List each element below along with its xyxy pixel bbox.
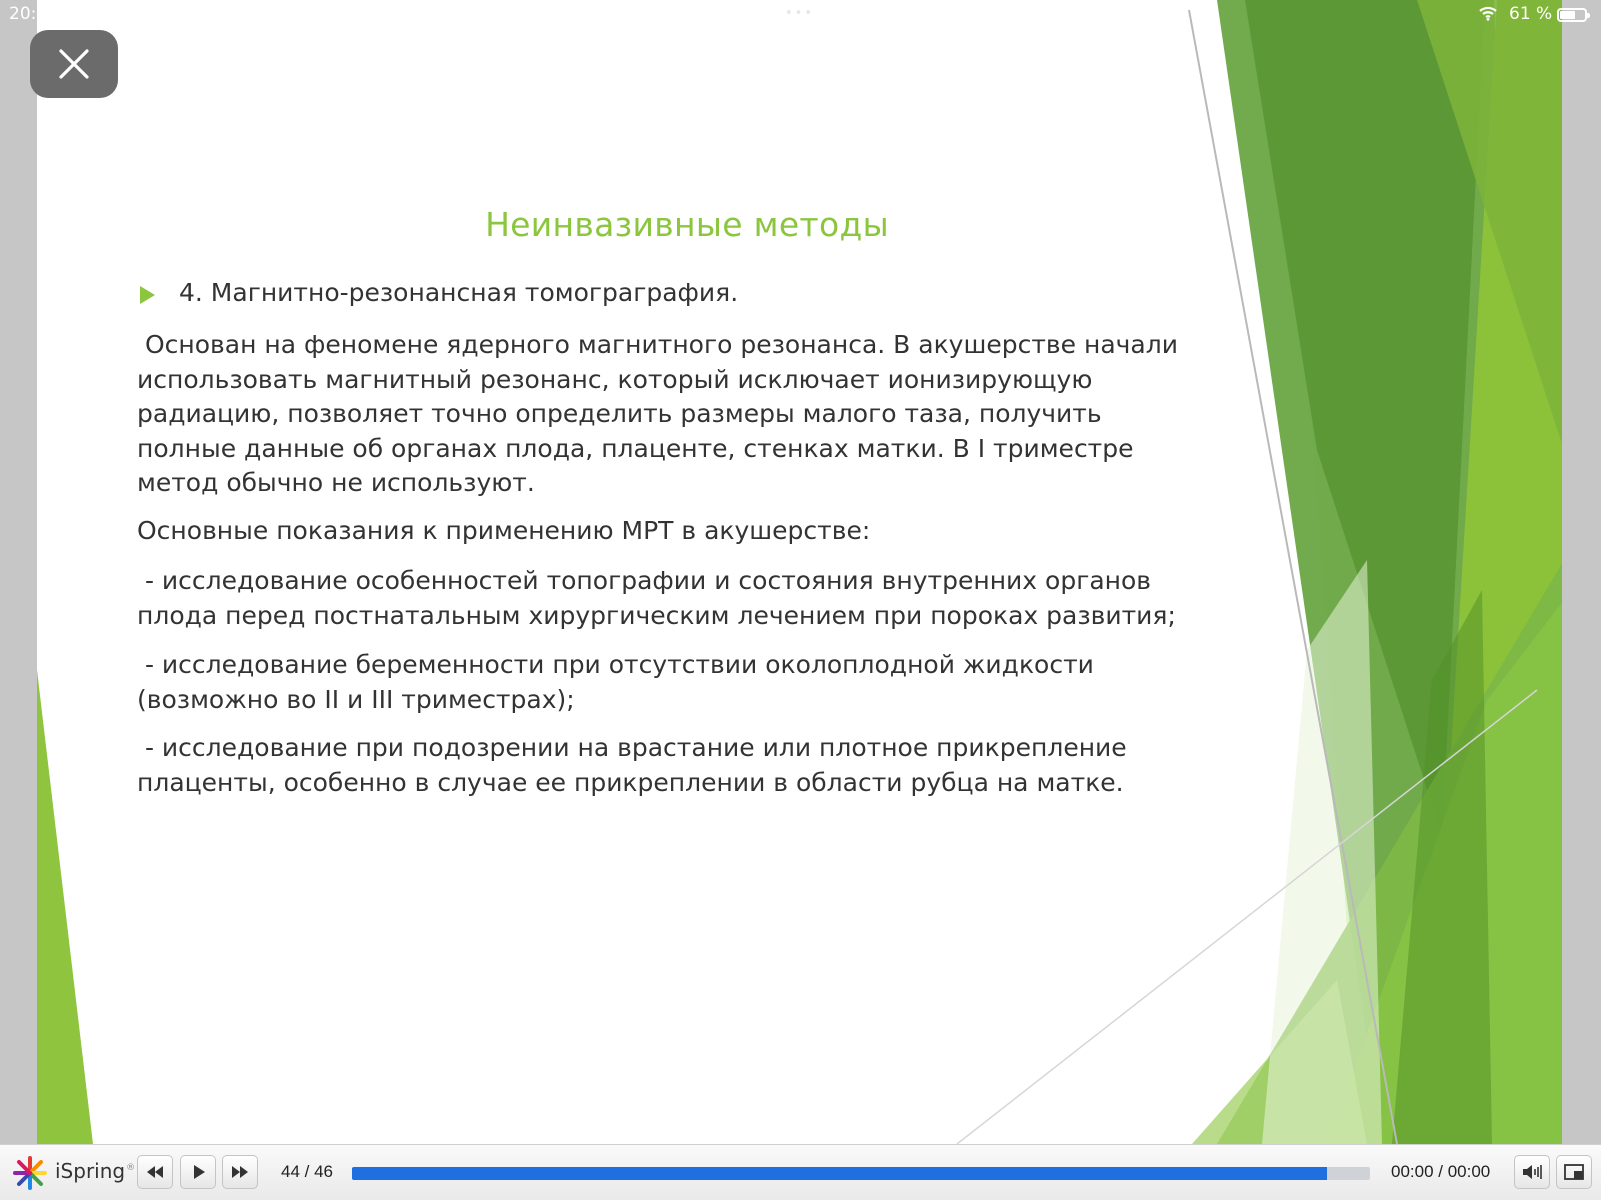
slide-canvas — [37, 0, 1562, 1144]
text-line: плаценты, особенно в случае ее прикреплении в области рубца на матке. — [137, 767, 1124, 797]
next-slide-button[interactable] — [222, 1155, 258, 1189]
ispring-logo-icon — [12, 1155, 48, 1191]
playback-time: 00:00 / 00:00 — [1391, 1162, 1491, 1181]
paragraph-description — [137, 328, 1282, 501]
bullet-arrow-icon — [140, 286, 155, 304]
previous-slide-button[interactable] — [137, 1155, 173, 1189]
bullet-heading: 4. Магнитно-резонансная томограграфия. — [179, 278, 739, 307]
text-line: - исследование при подозрении на врастание или плотное прикрепление — [137, 733, 1127, 762]
text-line: (возможно во II и III триместрах); — [137, 684, 575, 714]
battery-percent: 61 % — [1509, 4, 1553, 24]
progress-bar[interactable] — [352, 1167, 1370, 1180]
text-line: использовать магнитный резонанс, который исключает ионизирующую — [137, 364, 1093, 394]
brand-name — [55, 1159, 135, 1183]
text-line: радиацию, позволяет точно определить размеры малого таза, получить — [137, 399, 1102, 428]
wifi-icon — [1478, 5, 1498, 26]
fast-forward-icon — [223, 1156, 257, 1188]
play-icon — [181, 1156, 215, 1188]
indication-item-2 — [137, 648, 1282, 717]
text-line: плода перед постнатальным хирургическим лечением при пороках развития; — [137, 600, 1176, 630]
rewind-icon — [138, 1156, 172, 1188]
status-time: 20: — [9, 4, 37, 24]
volume-icon — [1515, 1156, 1549, 1188]
progress-fill — [352, 1167, 1327, 1180]
paragraph-indications-heading: Основные показания к применению МРТ в акушерстве: — [137, 516, 871, 545]
play-button[interactable] — [180, 1155, 216, 1189]
close-button[interactable] — [30, 30, 118, 98]
text-line: Основан на феномене ядерного магнитного резонанса. В акушерстве начали — [137, 330, 1178, 359]
text-line: метод обычно не используют. — [137, 468, 535, 497]
battery-icon — [1557, 8, 1587, 22]
volume-button[interactable] — [1514, 1155, 1550, 1189]
brand-mark: ® — [126, 1163, 136, 1174]
fullscreen-icon — [1557, 1156, 1591, 1188]
text-line: - исследование особенностей топографии и состояния внутренних органов — [137, 566, 1152, 595]
text-line: - исследование беременности при отсутствии околоплодной жидкости — [137, 650, 1094, 679]
status-bar — [0, 0, 1601, 30]
slide-counter: 44 / 46 — [281, 1162, 333, 1181]
player-toolbar — [0, 1144, 1601, 1200]
multitask-dots: ••• — [785, 6, 815, 21]
close-icon — [58, 48, 90, 80]
fullscreen-button[interactable] — [1556, 1155, 1592, 1189]
indication-item-1 — [137, 564, 1282, 633]
slide-title: Неинвазивные методы — [485, 205, 889, 244]
text-line: полные данные об органах плода, плаценте, стенках матки. В I триместре — [137, 433, 1134, 463]
brand-label: iSpring — [55, 1159, 126, 1183]
indication-item-3 — [137, 731, 1282, 800]
